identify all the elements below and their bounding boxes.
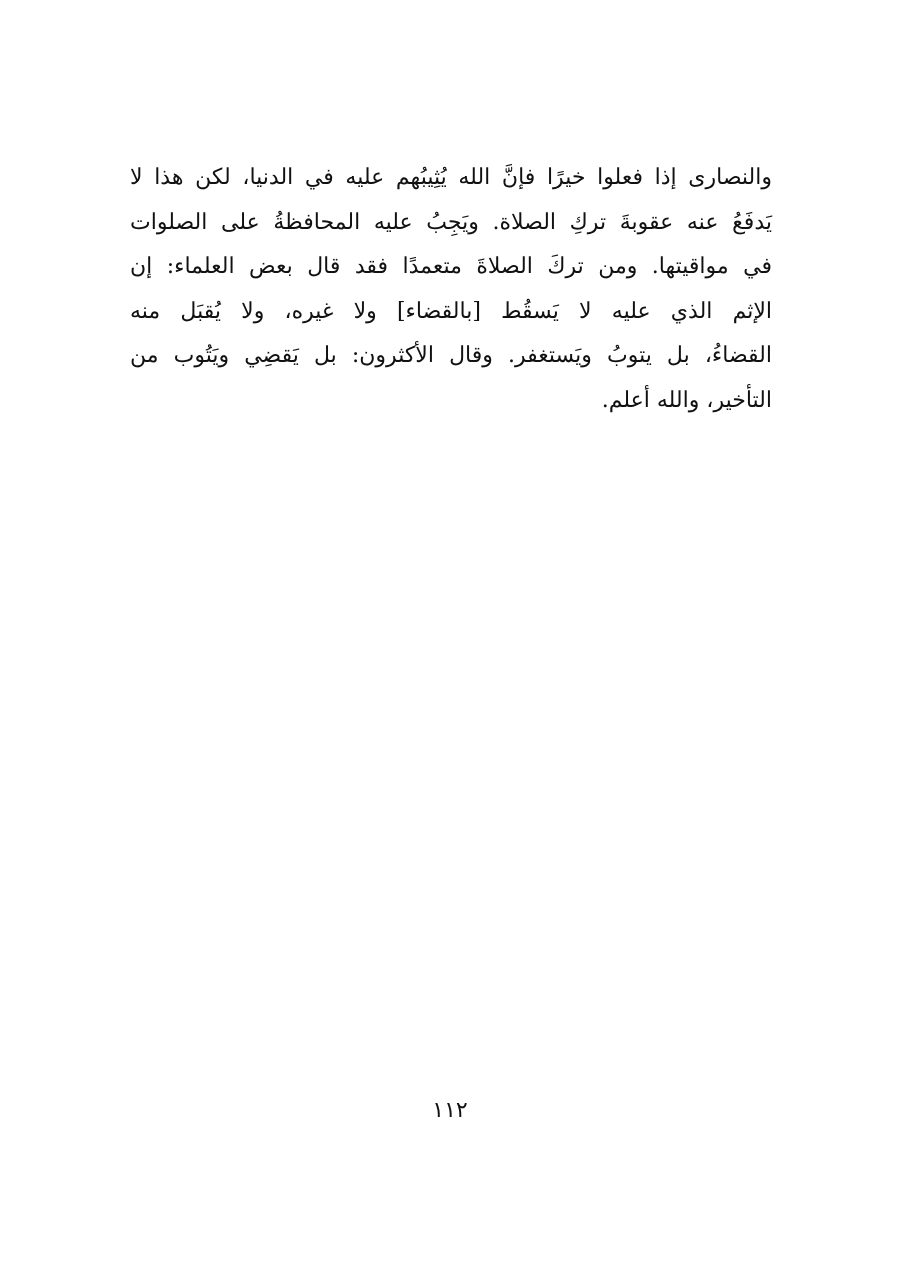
page-number: ١١٢ [432,1098,468,1123]
text-line: التأخير، والله أعلم. [601,387,772,413]
text-line: الإثم الذي عليه لا يَسقُط [بالقضاء] ولا غيره، ولا يُقبَل منه [130,298,772,324]
text-line: القضاءُ، بل يتوبُ ويَستغفر. وقال الأكثرون: بل يَقضِي ويَتُوب من [130,343,772,368]
text-line: والنصارى إذا فعلوا خيرًا فإنَّ الله يُثِيبُهم عليه في الدنيا، لكن هذا لا [130,165,772,190]
text-line: في مواقيتها. ومن تركَ الصلاةَ متعمدًا فقد قال بعض العلماء: إن [130,254,772,279]
text-line: يَدفَعُ عنه عقوبةَ تركِ الصلاة. ويَجِبُ عليه المحافظةُ على الصلوات [130,209,772,235]
body-text [130,156,772,423]
